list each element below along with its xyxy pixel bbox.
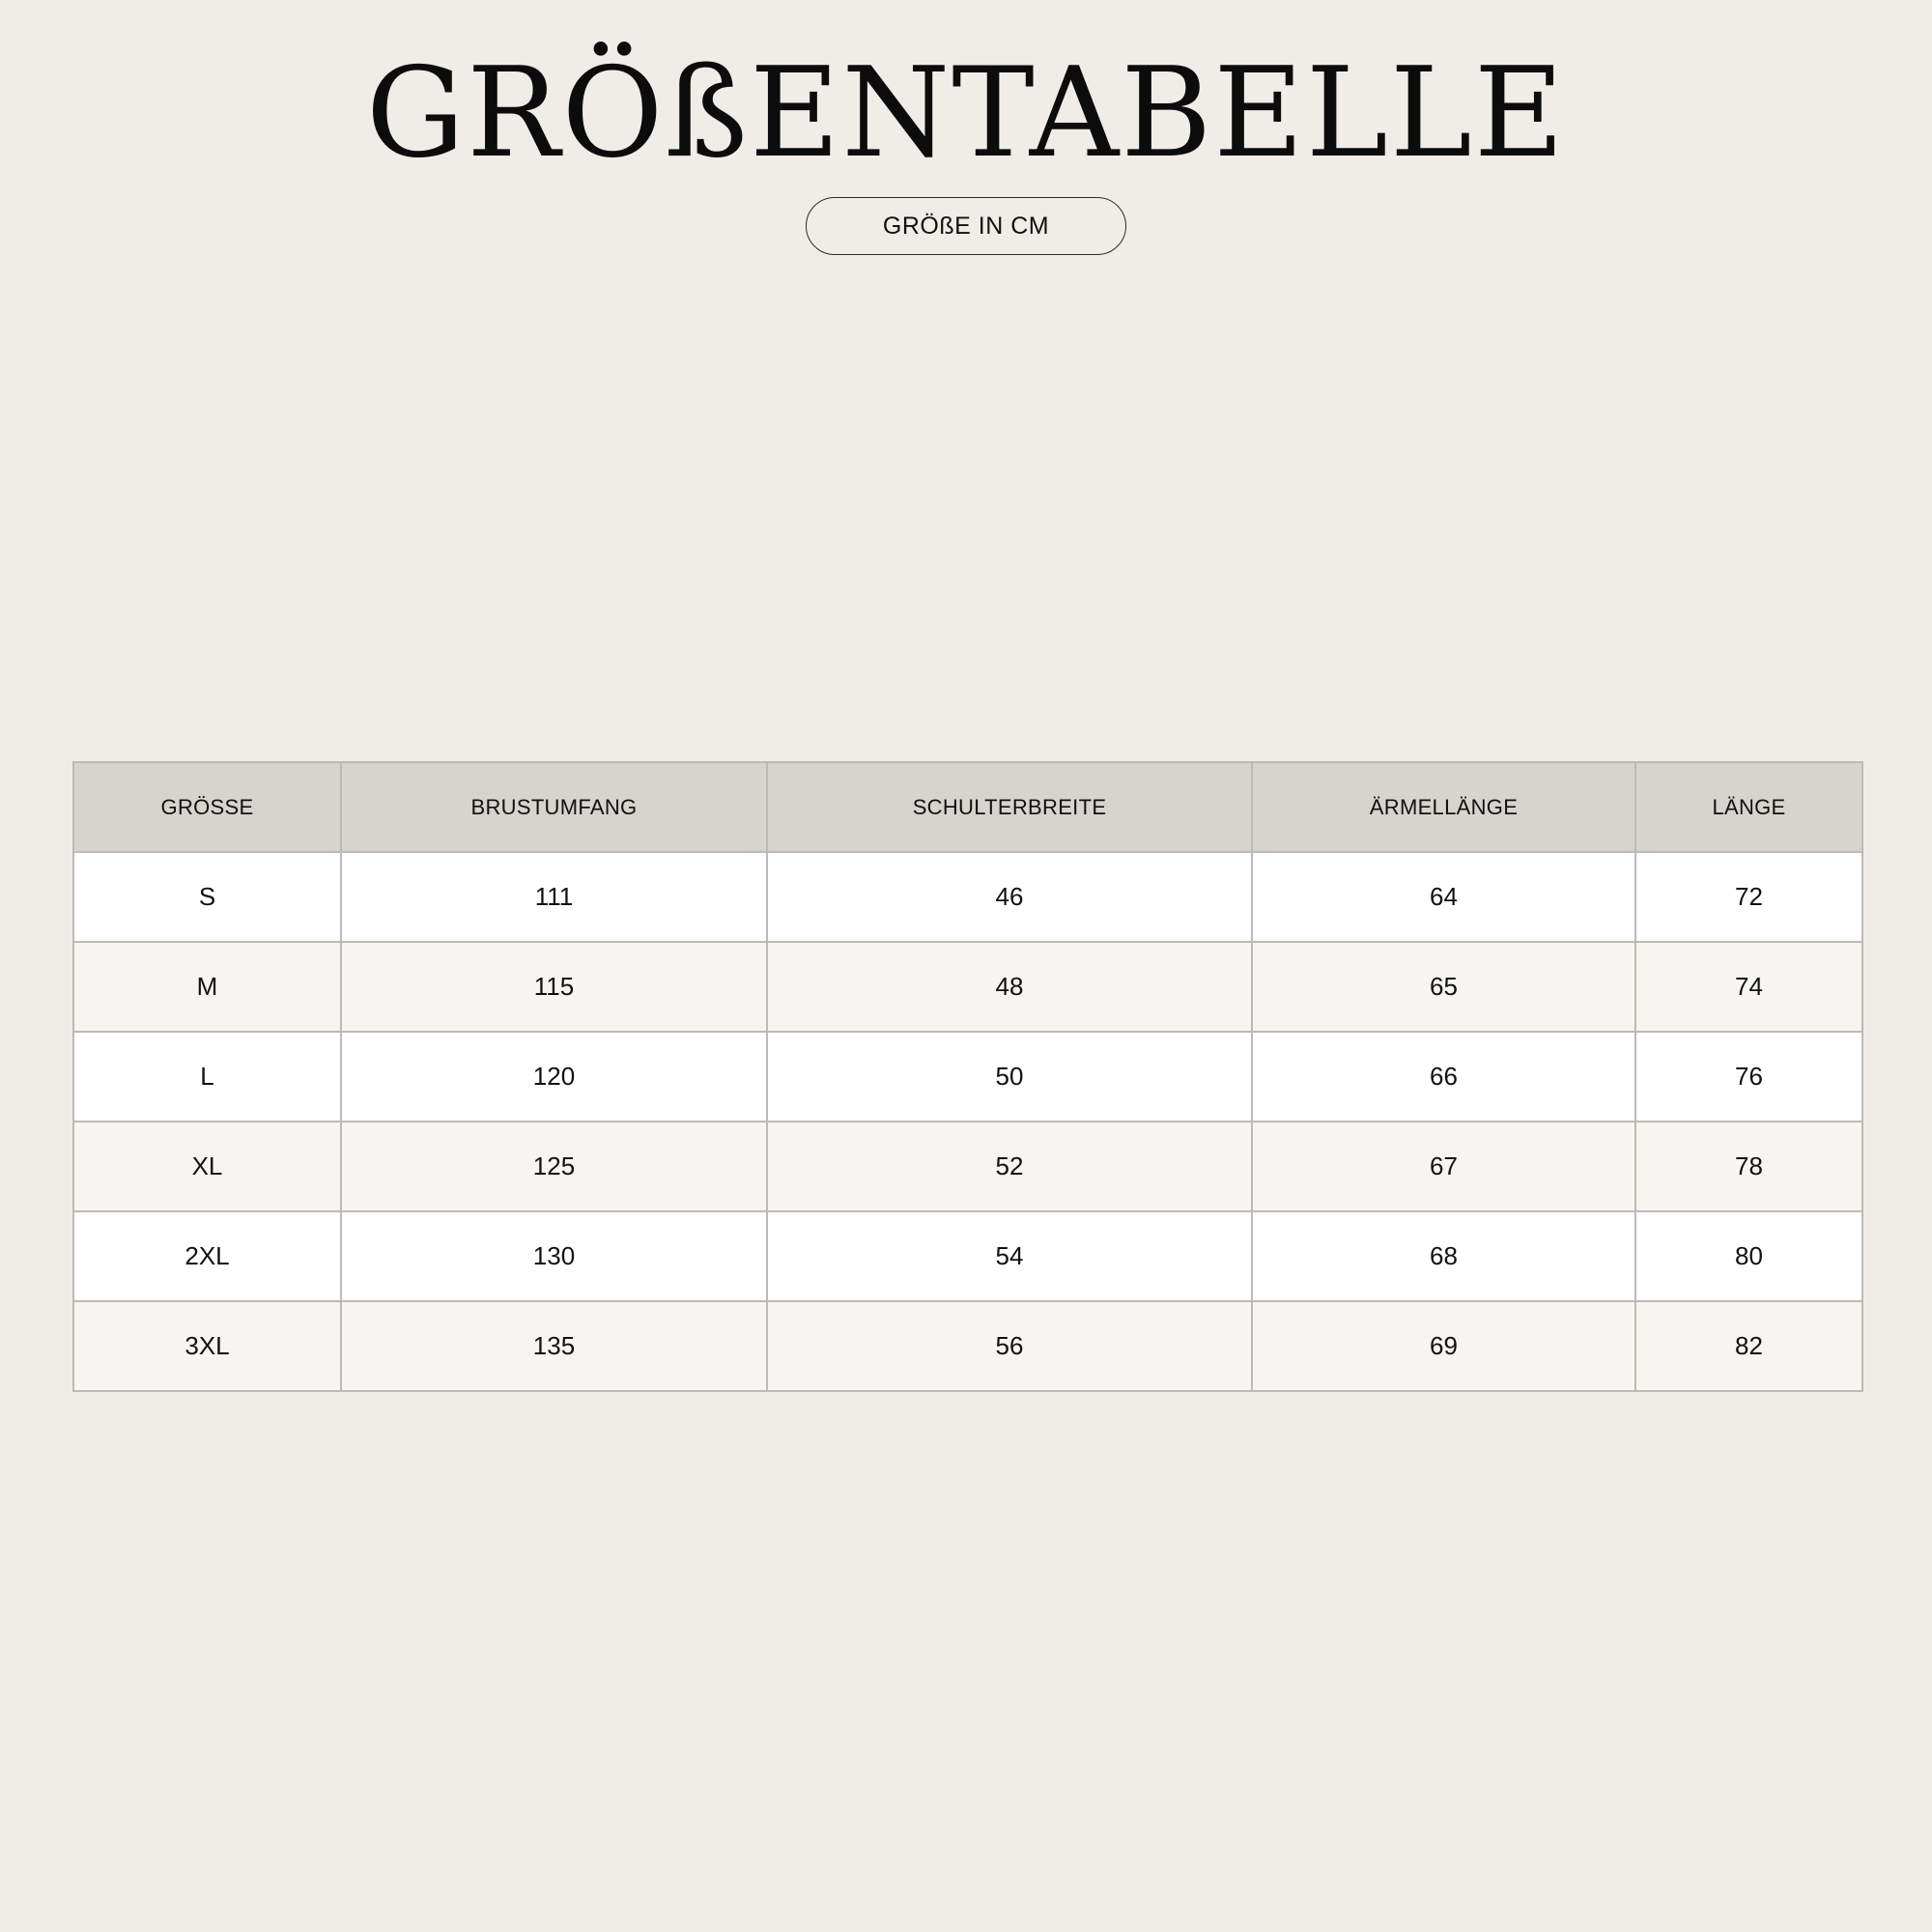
cell-sleeve-length: 67 — [1252, 1122, 1635, 1211]
cell-size: 2XL — [73, 1211, 341, 1301]
cell-sleeve-length: 69 — [1252, 1301, 1635, 1391]
table-row — [73, 1211, 1862, 1301]
cell-chest: 135 — [341, 1301, 767, 1391]
cell-sleeve-length: 64 — [1252, 852, 1635, 942]
cell-length: 72 — [1635, 852, 1862, 942]
cell-shoulder-width: 52 — [767, 1122, 1252, 1211]
header-length: LÄNGE — [1635, 762, 1862, 852]
header-size: GRÖSSE — [73, 762, 341, 852]
header-chest: BRUSTUMFANG — [341, 762, 767, 852]
cell-size: M — [73, 942, 341, 1032]
cell-chest: 115 — [341, 942, 767, 1032]
cell-size: L — [73, 1032, 341, 1122]
cell-sleeve-length: 66 — [1252, 1032, 1635, 1122]
cell-sleeve-length: 68 — [1252, 1211, 1635, 1301]
cell-length: 74 — [1635, 942, 1862, 1032]
header-shoulder-width: SCHULTERBREITE — [767, 762, 1252, 852]
cell-shoulder-width: 46 — [767, 852, 1252, 942]
table-row — [73, 1301, 1862, 1391]
cell-shoulder-width: 50 — [767, 1032, 1252, 1122]
cell-chest: 111 — [341, 852, 767, 942]
cell-length: 82 — [1635, 1301, 1862, 1391]
cell-length: 80 — [1635, 1211, 1862, 1301]
cell-sleeve-length: 65 — [1252, 942, 1635, 1032]
cell-chest: 120 — [341, 1032, 767, 1122]
cell-size: 3XL — [73, 1301, 341, 1391]
table-row — [73, 1032, 1862, 1122]
cell-shoulder-width: 56 — [767, 1301, 1252, 1391]
cell-chest: 125 — [341, 1122, 767, 1211]
table-header-row — [73, 762, 1862, 852]
cell-length: 78 — [1635, 1122, 1862, 1211]
cell-length: 76 — [1635, 1032, 1862, 1122]
cell-size: S — [73, 852, 341, 942]
unit-badge-label: GRÖßE IN CM — [882, 212, 1050, 240]
cell-shoulder-width: 54 — [767, 1211, 1252, 1301]
cell-size: XL — [73, 1122, 341, 1211]
size-chart-table — [72, 761, 1863, 1392]
header-sleeve-length: ÄRMELLÄNGE — [1252, 762, 1635, 852]
table-row — [73, 942, 1862, 1032]
cell-chest: 130 — [341, 1211, 767, 1301]
table-row — [73, 1122, 1862, 1211]
page-title: GRÖßENTABELLE — [365, 42, 1567, 185]
unit-badge — [806, 197, 1126, 255]
cell-shoulder-width: 48 — [767, 942, 1252, 1032]
table-row — [73, 852, 1862, 942]
